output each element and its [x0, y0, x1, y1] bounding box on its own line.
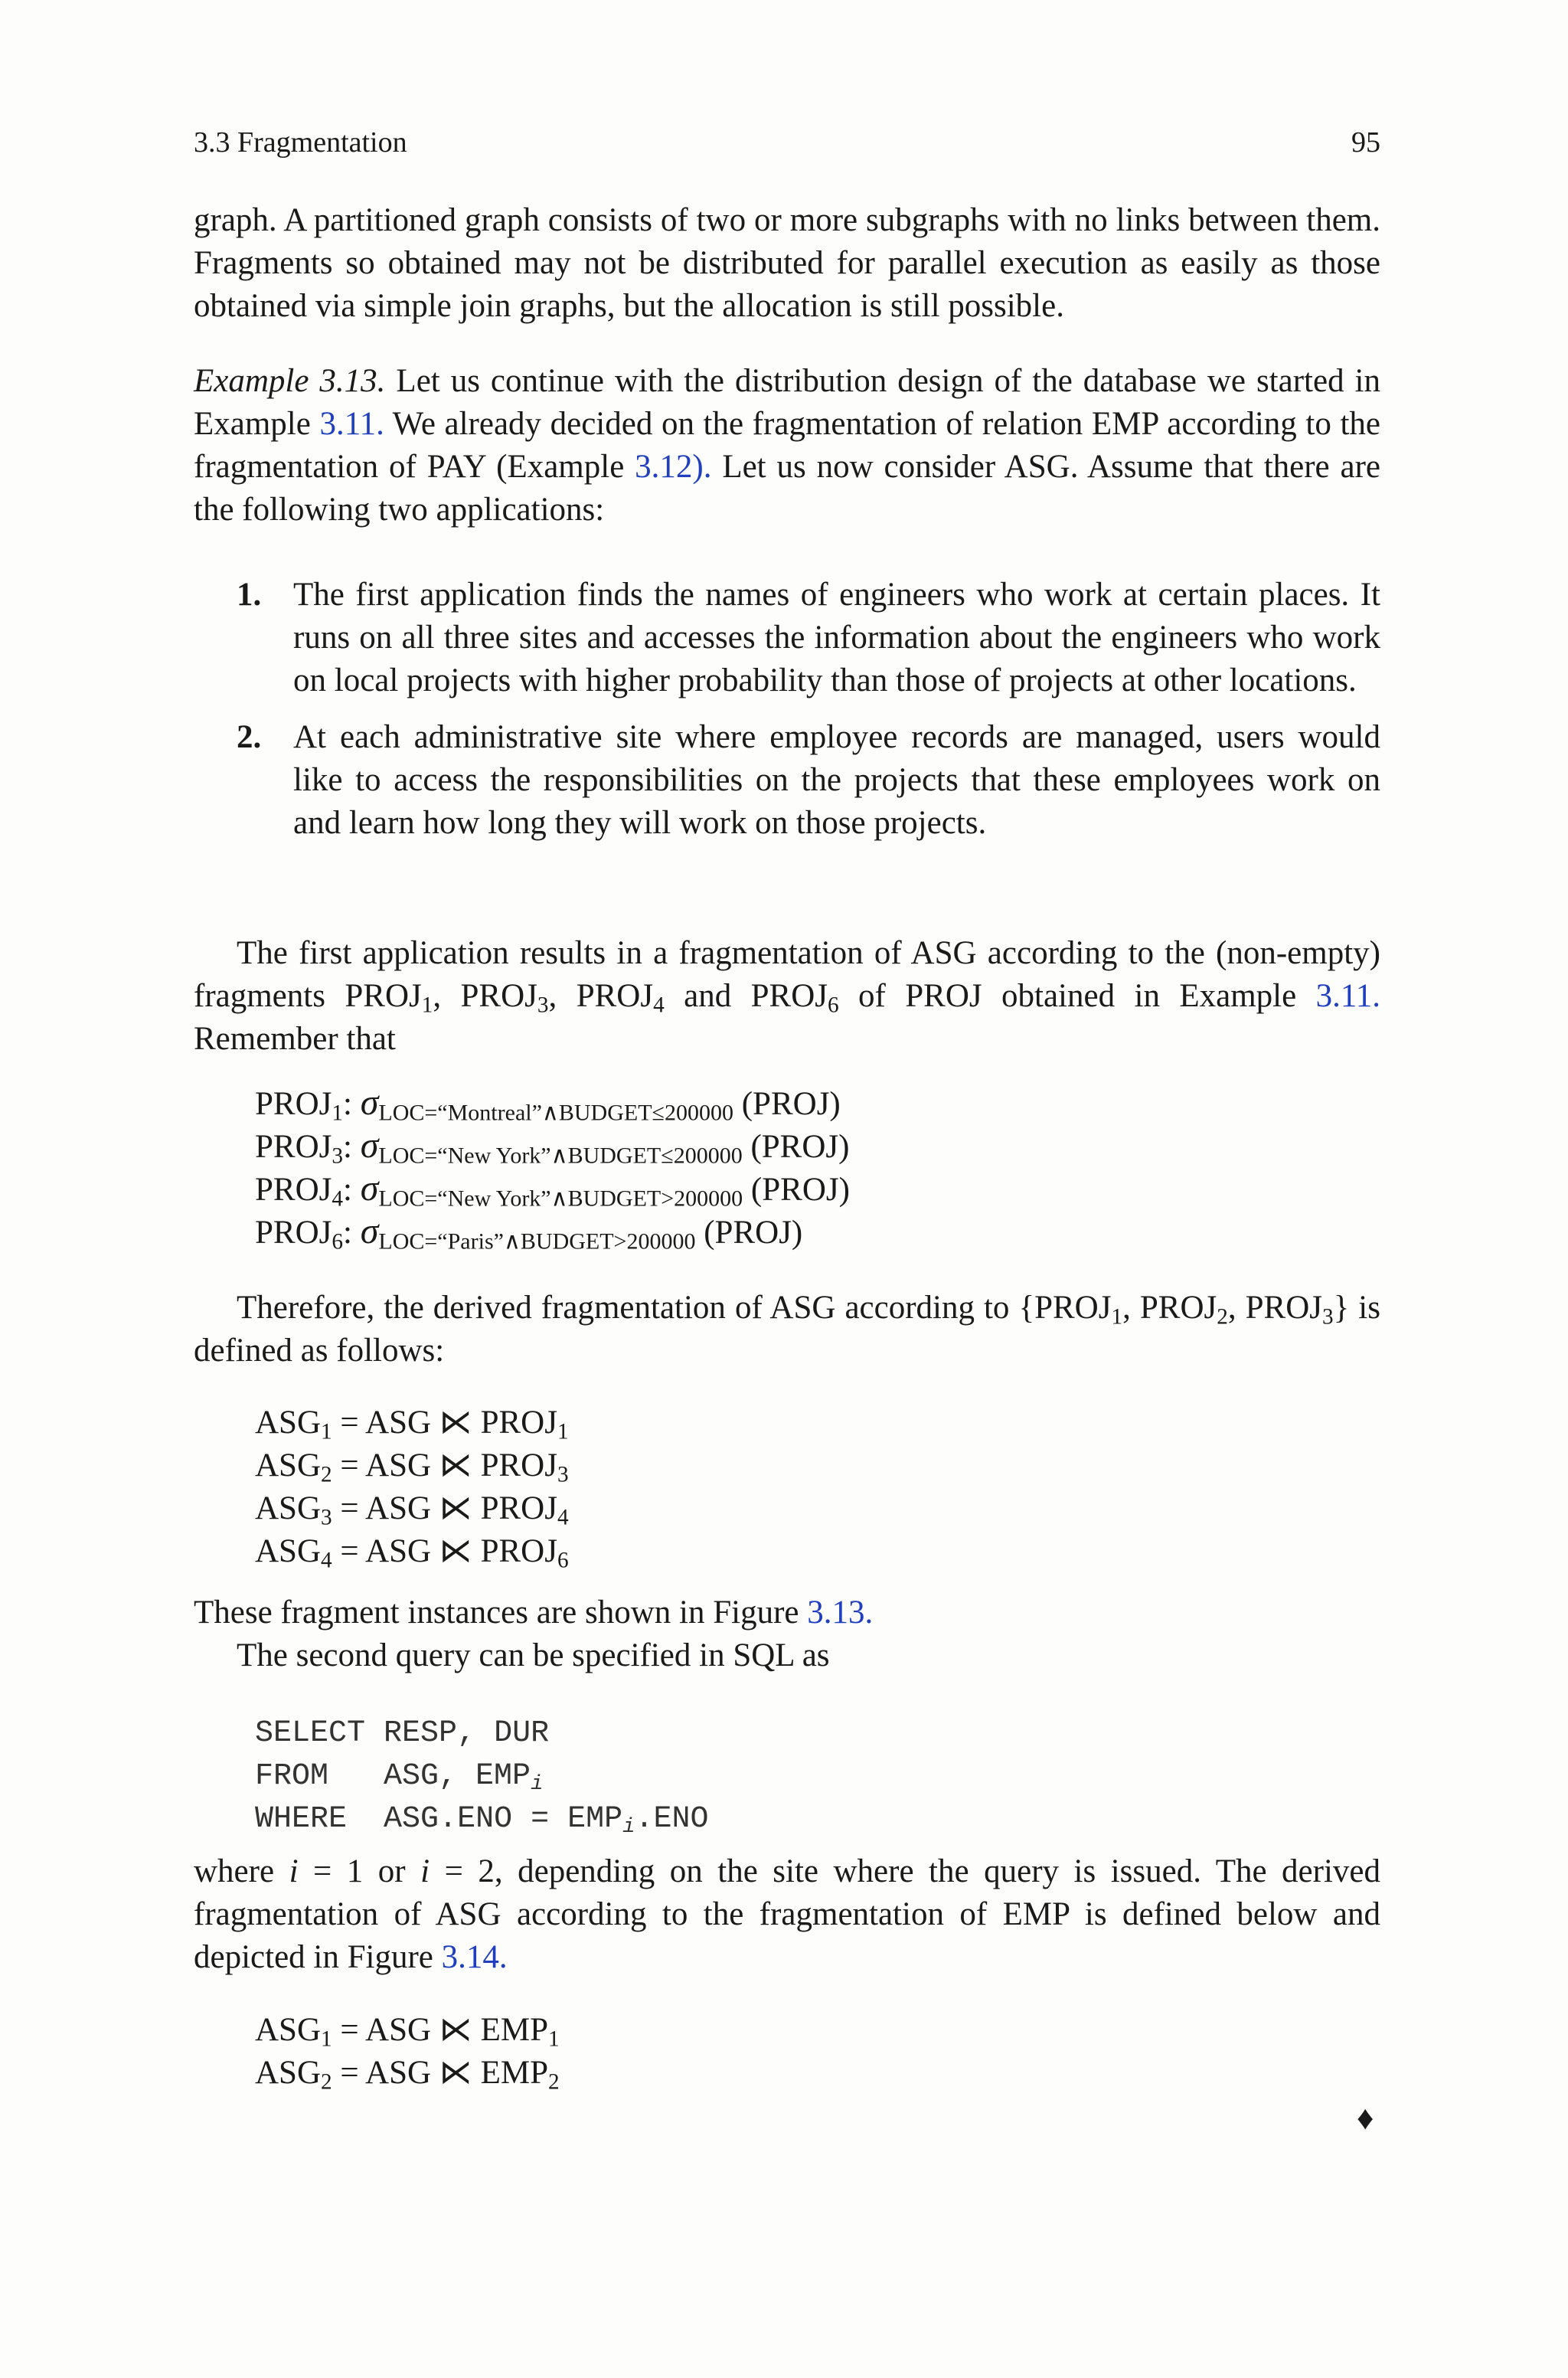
- proj-definition: $PROJ_1$: $\sigma_{LOC=“Montreal”\wedge BUDGET\le 200000}$ (PROJ): [255, 1082, 841, 1126]
- ref-example-3-11[interactable]: 3.11.: [319, 406, 384, 442]
- ref-figure-3-14[interactable]: 3.14.: [441, 1939, 508, 1975]
- sql-line: WHERE $ASG.ENO = EMP_i.ENO$: [255, 1802, 709, 1839]
- asg-definition: $ASG_4$ = ASG ⋉ $PROJ_6$: [255, 1533, 569, 1573]
- sql-line: FROM ASG, $EMP_i$: [255, 1759, 544, 1796]
- sql-query: [255, 1712, 708, 1841]
- example-3-13-intro: Example 3.13. Let us continue with the distribution design of the database we started in Example 3.11. We already decided on the fragmentation of relation EMP according to the fragmentation of PAY (Example 3.12). Let us now consider ASG. Assume that there are the following two applications:: [194, 363, 1380, 528]
- proj-definition: $PROJ_4$: $\sigma_{LOC=“New York”\wedge BUDGET>200000}$ (PROJ): [255, 1168, 850, 1212]
- list-item: 1. The first application finds the names of engineers who work at certain places. It runs on all three sites and accesses the information about the engineers who work on local projects with higher probability than those of projects at other locations.: [237, 577, 1380, 698]
- asg-definitions-emp: [255, 2009, 560, 2095]
- paragraph-where-i: where i = 1 or i = 2, depending on the site where the query is issued. The derived fragmentation of ASG according to the fragmentation of EMP is defined below and depicted in Figure 3.14.: [194, 1853, 1380, 1975]
- ref-example-3-12[interactable]: 3.12).: [635, 449, 712, 485]
- asg-definitions-proj: [255, 1402, 569, 1573]
- end-of-example-diamond-icon: ♦: [1357, 2099, 1374, 2137]
- example-label: Example 3.13.: [194, 363, 386, 399]
- asg-definition: $ASG_2$ = ASG ⋉ $EMP_2$: [255, 2055, 560, 2095]
- sql-line: SELECT RESP, DUR: [255, 1716, 550, 1751]
- asg-definition: $ASG_2$ = ASG ⋉ $PROJ_3$: [255, 1447, 569, 1487]
- applications-list: [194, 574, 1380, 845]
- paragraph-first-application: The first application results in a fragmentation of ASG according to the (non-empty) fragments $PROJ_1$, $PROJ_3$, $PROJ_4$ and $PROJ_6$ of PROJ obtained in Example 3.11. Remember that: [194, 935, 1380, 1057]
- section-title: 3.3 Fragmentation: [194, 126, 407, 159]
- asg-definition: $ASG_3$ = ASG ⋉ $PROJ_4$: [255, 1490, 569, 1530]
- proj-definition: $PROJ_6$: $\sigma_{LOC=“Paris”\wedge BUDGET>200000}$ (PROJ): [255, 1211, 803, 1254]
- running-header: [194, 124, 1380, 161]
- asg-definition: $ASG_1$ = ASG ⋉ $EMP_1$: [255, 2012, 560, 2052]
- list-item: 2. At each administrative site where employee records are managed, users would like to access the responsibilities on the projects that these employees work on and learn how long they will work on those projects.: [237, 719, 1380, 841]
- paragraph-derived-fragmentation: Therefore, the derived fragmentation of ASG according to {$PROJ_1$, $PROJ_2$, $PROJ_3$} is defined as follows:: [194, 1290, 1380, 1369]
- asg-definition: $ASG_1$ = ASG ⋉ $PROJ_1$: [255, 1405, 569, 1444]
- paragraph-partitioned-graph: graph. A partitioned graph consists of two or more subgraphs with no links between them. Fragments so obtained may not be distributed for parallel execution as easily as those obtained via simple join graphs, but the allocation is still possible.: [194, 202, 1380, 324]
- ref-figure-3-13[interactable]: 3.13.: [807, 1595, 874, 1631]
- proj-definition: $PROJ_3$: $\sigma_{LOC=“New York”\wedge BUDGET\le 200000}$ (PROJ): [255, 1125, 850, 1169]
- paragraph-fragment-instances: These fragment instances are shown in Figure 3.13. The second query can be specified in SQL as: [194, 1595, 874, 1673]
- page-number: 95: [1351, 126, 1380, 159]
- ref-example-3-11[interactable]: 3.11.: [1315, 978, 1380, 1014]
- proj-definitions: [255, 1081, 850, 1253]
